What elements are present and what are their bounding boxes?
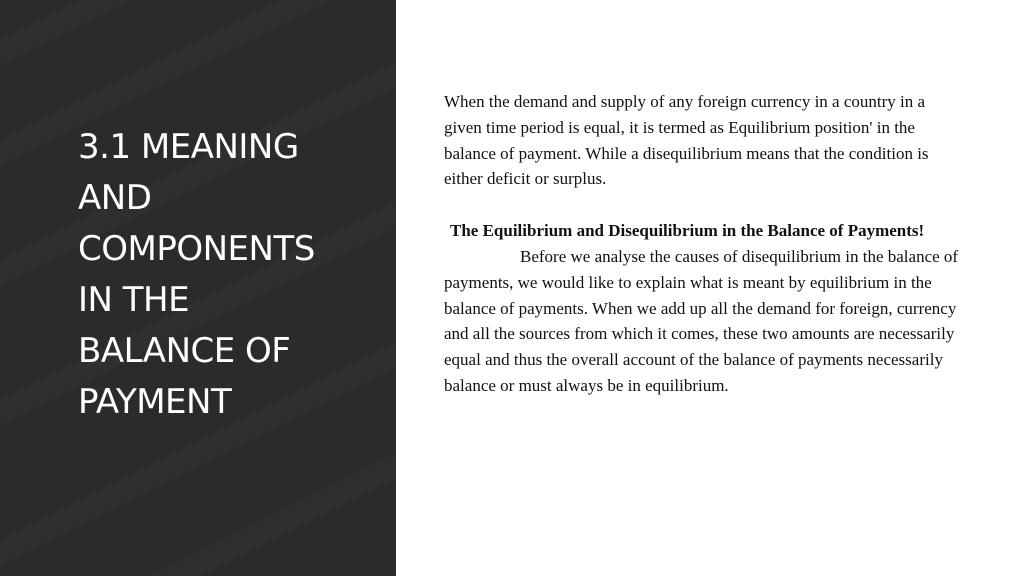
title-panel [0, 0, 396, 576]
title-line: AND [78, 178, 152, 218]
equilibrium-paragraph [444, 244, 979, 399]
title-line: PAYMENT [78, 382, 232, 422]
title-line: 3.1 MEANING [78, 127, 299, 167]
intro-paragraph: When the demand and supply of any foreign currency in a country in a given time period is equal, it is termed as Equilibrium position' in the balance of payment. While a disequilibrium means that the condition is either deficit or surplus. [444, 92, 929, 189]
title-line: BALANCE OF [78, 331, 291, 371]
slide-body [444, 89, 984, 399]
paragraph-spacer [444, 192, 984, 218]
section-heading: The Equilibrium and Disequilibrium in the Balance of Payments! [450, 221, 925, 241]
equilibrium-paragraph-text: Before we analyse the causes of disequilibrium in the balance of payments, we would like to explain what is meant by equilibrium in the balance of payments. When we add up all the demand for foreign, currency and all the sources from which it comes, these two amounts are necessarily equal and thus the overall account of the balance of payments necessarily balance or must always be in equilibrium. [444, 246, 959, 395]
slide-title [78, 122, 378, 428]
title-line: COMPONENTS [78, 229, 315, 269]
title-line: IN THE [78, 280, 190, 320]
